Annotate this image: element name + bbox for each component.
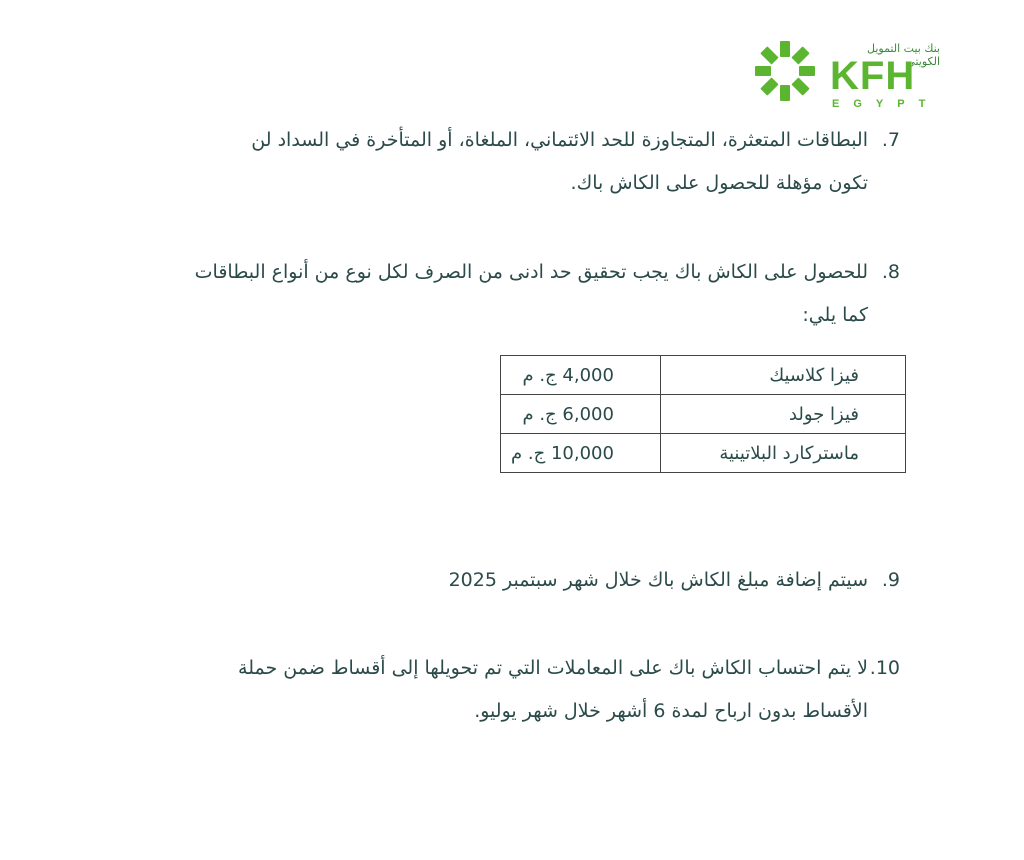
amount-cell: 10,000 ج. م bbox=[501, 434, 661, 473]
item-8-text-2: كما يلي: bbox=[802, 304, 868, 326]
amount-cell: 6,000 ج. م bbox=[501, 395, 661, 434]
item-7-text-1: البطاقات المتعثرة، المتجاوزة للحد الائتماني، الملغاة، أو المتأخرة في السداد لن bbox=[251, 129, 868, 151]
amount-cell: 4,000 ج. م bbox=[501, 356, 661, 395]
item-8-number: 8. bbox=[881, 261, 900, 283]
list-item-9 bbox=[449, 559, 900, 602]
table-row bbox=[501, 395, 906, 434]
table-row bbox=[501, 356, 906, 395]
item-10-line-1 bbox=[238, 647, 900, 690]
item-8-text-1: للحصول على الكاش باك يجب تحقيق حد ادنى من الصرف لكل نوع من أنواع البطاقات bbox=[194, 261, 868, 283]
list-item-7 bbox=[251, 119, 900, 205]
minimum-spend-table bbox=[500, 355, 906, 473]
table-row bbox=[501, 434, 906, 473]
item-10-number: 10. bbox=[869, 657, 900, 679]
card-type-cell: فيزا كلاسيك bbox=[660, 356, 905, 395]
item-10-text-2: الأقساط بدون ارباح لمدة 6 أشهر خلال شهر يوليو. bbox=[474, 700, 868, 722]
item-9-text-1: سيتم إضافة مبلغ الكاش باك خلال شهر سبتمبر 2025 bbox=[448, 569, 868, 591]
logo-arabic-name: بنك بيت التمويل الكويتي bbox=[867, 42, 940, 68]
item-7-line-1 bbox=[251, 119, 900, 162]
logo-brand: KFH bbox=[830, 54, 916, 98]
card-type-cell: ماستركارد البلاتينية bbox=[660, 434, 905, 473]
item-8-line-1 bbox=[195, 251, 900, 294]
item-10-text-1: لا يتم احتساب الكاش باك على المعاملات التي تم تحويلها إلى أقساط ضمن حملة bbox=[238, 657, 868, 679]
item-7-number: 7. bbox=[881, 129, 900, 151]
list-item-8 bbox=[195, 251, 900, 337]
item-9-line-1 bbox=[449, 559, 900, 602]
logo-sub: EGYPT bbox=[832, 98, 940, 110]
kfh-logo bbox=[752, 38, 942, 114]
list-item-10 bbox=[238, 647, 900, 733]
item-9-number: 9. bbox=[881, 569, 900, 591]
card-type-cell: فيزا جولد bbox=[660, 395, 905, 434]
kfh-emblem-icon bbox=[752, 38, 818, 104]
item-7-text-2: تكون مؤهلة للحصول على الكاش باك. bbox=[570, 172, 868, 194]
